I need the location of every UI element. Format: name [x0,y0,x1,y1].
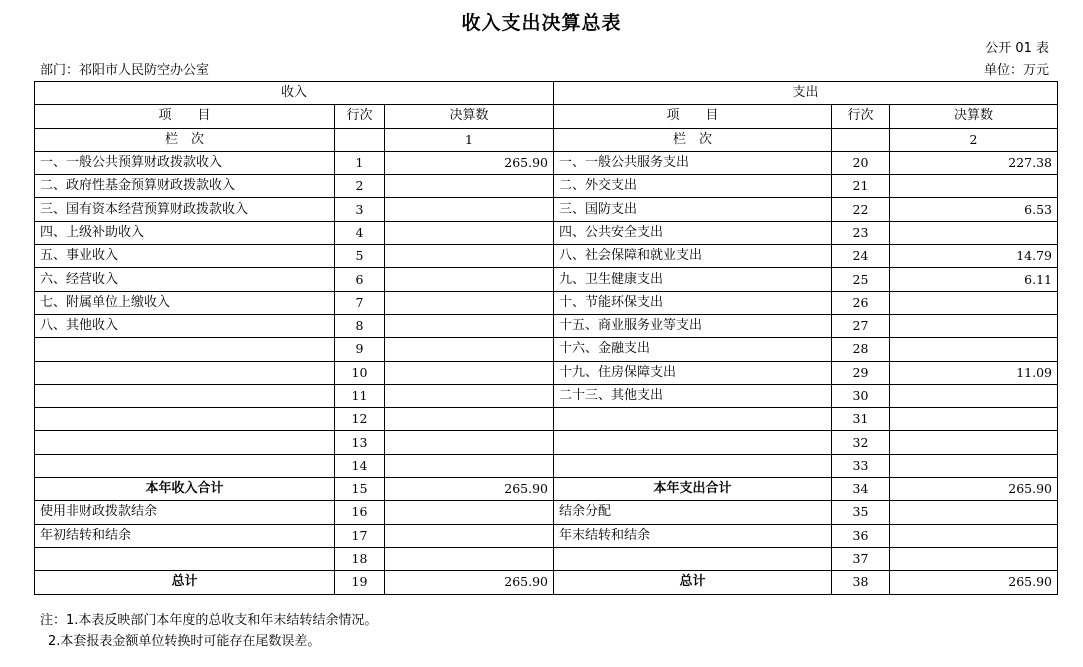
income-item-cell: 本年收入合计 [35,478,335,501]
income-item-cell [35,361,335,384]
income-column-number: 1 [385,128,554,151]
income-row-number: 3 [335,198,385,221]
expense-row-number: 37 [832,547,890,570]
table-row [35,408,1058,431]
expense-amount-cell [890,291,1058,314]
expense-item-cell: 三、国防支出 [554,198,832,221]
income-item-cell: 七、附属单位上缴收入 [35,291,335,314]
expense-item-cell: 本年支出合计 [554,478,832,501]
expense-row-number: 36 [832,524,890,547]
expense-item-cell: 二十三、其他支出 [554,384,832,407]
table-row [35,524,1058,547]
expense-row-number: 26 [832,291,890,314]
expense-lanci-empty [832,128,890,151]
expense-amount-cell [890,338,1058,361]
table-row [35,454,1058,477]
expense-item-cell: 十五、商业服务业等支出 [554,314,832,337]
income-item-cell [35,408,335,431]
income-amount-cell [385,524,554,547]
expense-item-cell [554,454,832,477]
expense-amount-cell: 265.90 [890,478,1058,501]
department-label: 部门：祁阳市人民防空办公室 [40,63,210,78]
expense-item-cell: 总计 [554,571,832,594]
expense-row-number: 25 [832,268,890,291]
income-amount-cell [385,338,554,361]
expense-row-number: 24 [832,245,890,268]
unit-label: 单位：万元 [983,63,1049,78]
income-amount-cell: 265.90 [385,571,554,594]
expense-row-number: 33 [832,454,890,477]
expense-item-cell [554,431,832,454]
income-item-cell: 使用非财政拨款结余 [35,501,335,524]
income-amount-cell [385,175,554,198]
table-row [35,221,1058,244]
income-item-cell: 二、政府性基金预算财政拨款收入 [35,175,335,198]
table-row [35,198,1058,221]
expense-amount-cell [890,501,1058,524]
income-amount-cell [385,221,554,244]
income-item-cell: 年初结转和结余 [35,524,335,547]
income-row-number: 8 [335,314,385,337]
expense-row-number: 30 [832,384,890,407]
income-item-cell [35,338,335,361]
expense-amount-cell [890,175,1058,198]
expense-row-number: 38 [832,571,890,594]
income-row-number: 17 [335,524,385,547]
income-amount-cell [385,268,554,291]
income-row-number: 16 [335,501,385,524]
table-row [35,338,1058,361]
income-item-cell [35,547,335,570]
table-row [35,314,1058,337]
income-amount-cell [385,408,554,431]
expense-row-number: 35 [832,501,890,524]
expense-item-cell [554,547,832,570]
expense-row-number: 21 [832,175,890,198]
table-row [35,571,1058,594]
income-item-cell [35,454,335,477]
income-expense-table [34,81,1058,595]
expense-row-number: 20 [832,151,890,174]
footnote-1: 注：1.本表反映部门本年度的总收支和年末结转结余情况。 [40,613,378,628]
income-lanci-empty [335,128,385,151]
expense-section-header: 支出 [554,82,1058,105]
expense-item-cell: 十六、金融支出 [554,338,832,361]
expense-item-cell: 四、公共安全支出 [554,221,832,244]
income-item-cell [35,384,335,407]
expense-row-number: 31 [832,408,890,431]
table-row [35,547,1058,570]
expense-row-number: 32 [832,431,890,454]
footnote-2: 2.本套报表金额单位转换时可能存在尾数误差。 [48,634,321,649]
expense-amount-cell [890,408,1058,431]
expense-amount-cell: 265.90 [890,571,1058,594]
expense-lanci-label: 栏 次 [554,128,832,151]
expense-amount-header: 决算数 [890,105,1058,128]
income-lanci-label: 栏 次 [35,128,335,151]
income-row-number: 10 [335,361,385,384]
income-item-cell: 三、国有资本经营预算财政拨款收入 [35,198,335,221]
income-amount-cell: 265.90 [385,478,554,501]
expense-item-cell: 九、卫生健康支出 [554,268,832,291]
report-title: 收入支出决算总表 [461,12,622,34]
income-row-number: 1 [335,151,385,174]
expense-row-number: 34 [832,478,890,501]
income-row-number: 18 [335,547,385,570]
expense-amount-cell [890,314,1058,337]
table-row [35,245,1058,268]
table-row [35,268,1058,291]
income-item-cell: 八、其他收入 [35,314,335,337]
income-row-number: 6 [335,268,385,291]
expense-amount-cell [890,221,1058,244]
expense-amount-cell [890,547,1058,570]
income-item-cell: 一、一般公共预算财政拨款收入 [35,151,335,174]
income-row-number: 14 [335,454,385,477]
expense-item-cell: 二、外交支出 [554,175,832,198]
expense-item-cell: 十九、住房保障支出 [554,361,832,384]
income-amount-cell [385,198,554,221]
expense-item-cell: 一、一般公共服务支出 [554,151,832,174]
expense-column-number: 2 [890,128,1058,151]
income-item-cell: 四、上级补助收入 [35,221,335,244]
expense-row-header: 行次 [832,105,890,128]
income-item-cell: 六、经营收入 [35,268,335,291]
income-row-number: 13 [335,431,385,454]
income-row-number: 5 [335,245,385,268]
income-amount-cell [385,501,554,524]
expense-row-number: 27 [832,314,890,337]
table-number: 公开 01 表 [985,41,1049,56]
expense-item-cell: 八、社会保障和就业支出 [554,245,832,268]
income-amount-cell [385,547,554,570]
expense-amount-cell: 227.38 [890,151,1058,174]
income-amount-cell [385,361,554,384]
income-item-cell: 五、事业收入 [35,245,335,268]
section-header-row [35,82,1058,105]
expense-amount-cell [890,431,1058,454]
table-row [35,291,1058,314]
expense-row-number: 22 [832,198,890,221]
table-row [35,501,1058,524]
income-row-number: 7 [335,291,385,314]
expense-row-number: 28 [832,338,890,361]
expense-row-number: 23 [832,221,890,244]
income-row-number: 12 [335,408,385,431]
income-item-header: 项 目 [35,105,335,128]
expense-item-header: 项 目 [554,105,832,128]
income-item-cell [35,431,335,454]
income-row-number: 11 [335,384,385,407]
income-amount-cell [385,291,554,314]
income-amount-header: 决算数 [385,105,554,128]
table-row [35,478,1058,501]
income-amount-cell: 265.90 [385,151,554,174]
table-row [35,151,1058,174]
expense-amount-cell: 14.79 [890,245,1058,268]
income-amount-cell [385,384,554,407]
table-row [35,361,1058,384]
expense-row-number: 29 [832,361,890,384]
income-amount-cell [385,454,554,477]
income-row-number: 2 [335,175,385,198]
expense-item-cell: 结余分配 [554,501,832,524]
expense-amount-cell: 6.53 [890,198,1058,221]
expense-item-cell: 十、节能环保支出 [554,291,832,314]
income-amount-cell [385,245,554,268]
income-section-header: 收入 [35,82,554,105]
expense-item-cell [554,408,832,431]
column-header-row [35,105,1058,128]
income-row-number: 9 [335,338,385,361]
expense-amount-cell [890,454,1058,477]
income-amount-cell [385,314,554,337]
expense-amount-cell: 6.11 [890,268,1058,291]
income-row-number: 4 [335,221,385,244]
expense-item-cell: 年末结转和结余 [554,524,832,547]
table-row [35,431,1058,454]
income-row-header: 行次 [335,105,385,128]
income-row-number: 15 [335,478,385,501]
expense-amount-cell [890,524,1058,547]
table-row [35,384,1058,407]
expense-amount-cell [890,384,1058,407]
income-item-cell: 总计 [35,571,335,594]
table-row [35,175,1058,198]
income-amount-cell [385,431,554,454]
income-row-number: 19 [335,571,385,594]
footnotes [40,610,377,652]
column-number-row [35,128,1058,151]
expense-amount-cell: 11.09 [890,361,1058,384]
